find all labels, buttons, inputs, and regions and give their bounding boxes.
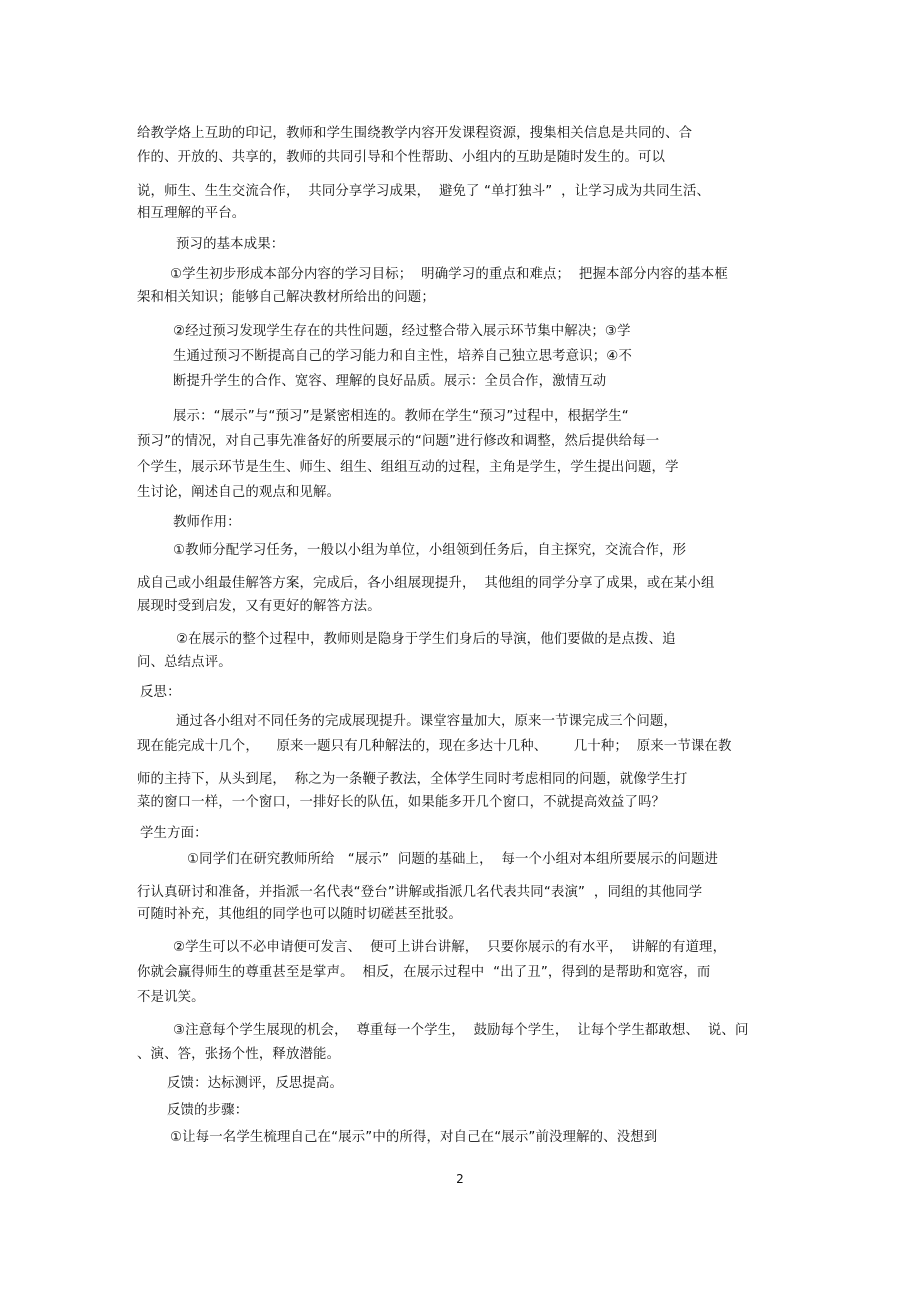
text-line: ①让每一名学生梳理自己在“展示”中的所得，对自己在“展示”前没理解的、没想到 xyxy=(170,1130,658,1145)
text-line: 可随时补充，其他组的同学也可以随时切磋甚至批驳。 xyxy=(137,907,462,922)
text-line: 反馈的步骤： xyxy=(167,1103,249,1118)
text-line: ②在展示的整个过程中，教师则是隐身于学生们身后的导演，他们要做的是点拨、追 xyxy=(176,632,676,647)
text-line: ③注意每个学生展现的机会， 尊重每一个学生， 鼓励每个学生， 让每个学生都敢想、 说、问 xyxy=(173,1023,749,1038)
text-line: 相互理解的平台。 xyxy=(137,206,246,221)
text-line: 教师作用： xyxy=(173,515,241,530)
text-line: 、演、答，张扬个性，释放潜能。 xyxy=(137,1047,341,1062)
text-line: 现在能完成十几个， 原来一题只有几种解法的，现在多达十几种、 几十种； 原来一节课在教 xyxy=(137,739,732,754)
text-line: 生通过预习不断提高自己的学习能力和自主性，培养自己独立思考意识；④不 xyxy=(173,349,632,364)
text-line: 预习的基本成果： xyxy=(176,237,285,252)
text-line: 成自己或小组最佳解答方案，完成后，各小组展现提升， 其他组的同学分享了成果，或在某小组 xyxy=(137,576,715,591)
text-line: ①学生初步形成本部分内容的学习目标； 明确学习的重点和难点； 把握本部分内容的基本框 xyxy=(170,267,728,282)
text-line: 菜的窗口一样，一个窗口，一排好长的队伍，如果能多开几个窗口，不就提高效益了吗？ xyxy=(137,795,666,810)
text-line: 不是讥笑。 xyxy=(137,990,205,1005)
text-line: 你就会赢得师生的尊重甚至是掌声。 相反，在展示过程中 “出了丑”，得到的是帮助和宽容，而 xyxy=(137,965,711,980)
text-line: ①同学们在研究教师所给 “展示” 问题的基础上， 每一个小组对本组所要展示的问题进 xyxy=(187,852,719,867)
text-line: 生讨论，阐述自己的观点和见解。 xyxy=(137,485,341,500)
text-line: 展现时受到启发，又有更好的解答方法。 xyxy=(137,599,381,614)
text-line: 通过各小组对不同任务的完成展现提升。课堂容量加大，原来一节课完成三个问题， xyxy=(176,714,678,729)
text-line: 预习”的情况，对自己事先准备好的所要展示的“问题”进行修改和调整，然后提供给每一 xyxy=(137,434,660,449)
text-line: 反馈：达标测评，反思提高。 xyxy=(167,1076,344,1091)
text-line: 问、总结点评。 xyxy=(137,655,232,670)
text-line: 作的、开放的、共享的，教师的共同引导和个性帮助、小组内的互助是随时发生的。可以 xyxy=(137,150,666,165)
text-line: 师的主持下，从头到尾， 称之为一条鞭子教法，全体学生同时考虑相同的问题，就像学生打 xyxy=(137,772,688,787)
text-line: ②经过预习发现学生存在的共性问题，经过整合带入展示环节集中解决；③学 xyxy=(173,324,631,339)
page-number: 2 xyxy=(456,1172,464,1186)
text-line: 展示：“展示”与“预习”是紧密相连的。教师在学生“预习”过程中，根据学生“ xyxy=(173,409,629,424)
text-line: ①教师分配学习任务，一般以小组为单位，小组领到任务后，自主探究，交流合作，形 xyxy=(173,543,687,558)
text-line: 断提升学生的合作、宽容、理解的良好品质。展示：全员合作，激情互动 xyxy=(173,374,607,389)
text-line: 给教学烙上互助的印记，教师和学生围绕教学内容开发课程资源，搜集相关信息是共同的、合 xyxy=(137,126,693,141)
text-line: 行认真研讨和准备，并指派一名代表“登台”讲解或指派几名代表共同“表演” ，同组的其他同学 xyxy=(137,885,703,900)
text-line: 架和相关知识；能够自己解决教材所给出的问题； xyxy=(137,290,435,305)
text-line: 学生方面： xyxy=(140,826,208,841)
text-line: 说，师生、生生交流合作， 共同分享学习成果， 避免了 “单打独斗” ，让学习成为共同生活、 xyxy=(137,184,711,199)
text-line: 反思： xyxy=(140,685,181,700)
text-line: ②学生可以不必申请便可发言、 便可上讲台讲解， 只要你展示的有水平， 讲解的有道理， xyxy=(173,940,727,955)
text-line: 个学生，展示环节是生生、师生、组生、组组互动的过程，主角是学生，学生提出问题，学 xyxy=(137,460,679,475)
